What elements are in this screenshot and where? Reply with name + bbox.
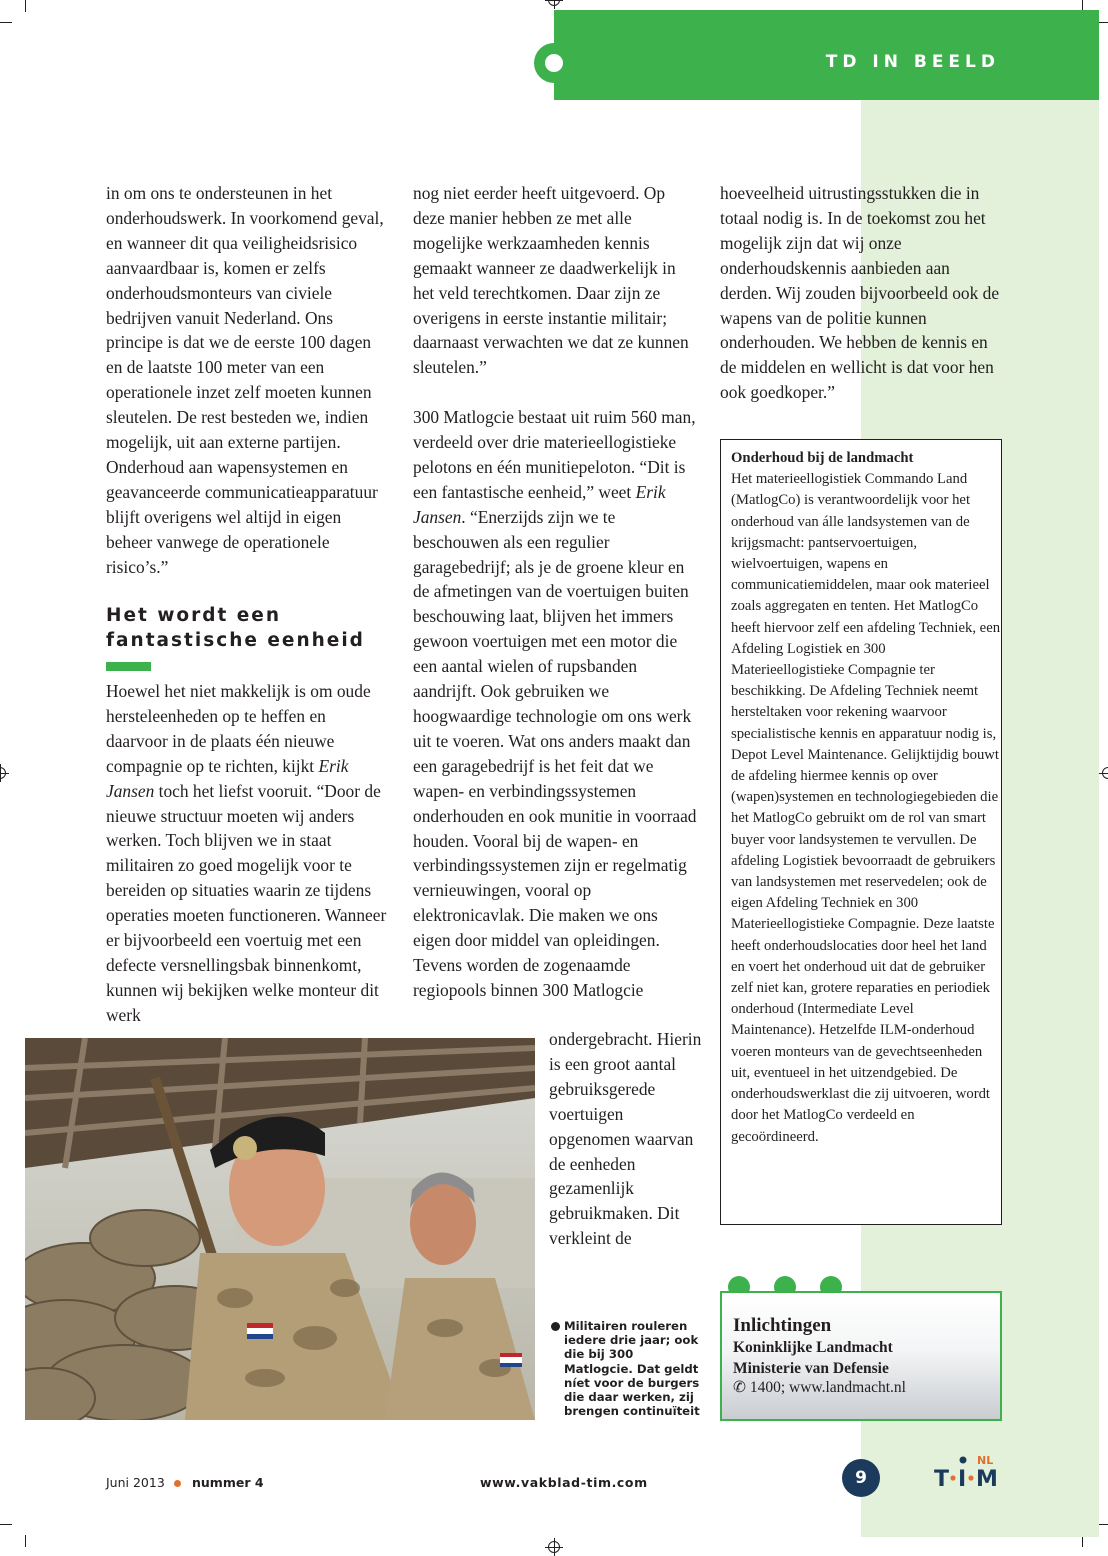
registration-mark: [548, 1541, 560, 1553]
photo-soldiers: [25, 1038, 535, 1420]
contact-box: [720, 1291, 1002, 1421]
footer-url: www.vakblad-tim.com: [480, 1475, 648, 1490]
paragraph: nog niet eerder heeft uitgevoerd. Op deze manier hebben ze met alle mogelijke werkzaamheden kennis gemaakt wanneer ze daadwerkelijk in het veld terechtkomen. Daar zijn ze overigens in eerste instantie militair; daarnaast verwachten we dat ze kunnen sleutelen.”: [413, 183, 689, 378]
caption-bullet-icon: [551, 1322, 560, 1331]
paragraph: hoeveelheid uitrustingsstukken die in totaal nodig is. In de toekomst zou het mogelijk zijn dat wij onze onderhoudskennis aanbieden aan derden. Wij zouden bijvoorbeeld ook de wapens van de politie kunnen onderhouden. We hebben de kennis en de middelen en wellicht is dat voor hen ook goedkoper.”: [720, 183, 1000, 403]
paragraph: in om ons te ondersteunen in het onderhoudswerk. In voorkomend geval, en wanneer dit qua veiligheidsrisico aanvaardbaar is, komen er zelfs onderhoudsmonteurs van civiele bedrijven vanuit Nederland. Ons principe is dat we de eerste 100 dagen en de laatste 100 meter van een operationele inzet zelf moeten kunnen sleutelen. De rest besteden we, indien mogelijk, uit aan externe partijen. Onderhoud aan wapensystemen en geavanceerde communicatieapparatuur blijft overigens wel altijd in eigen beheer vanwege de operationele risico’s.”: [106, 183, 384, 577]
section-label: TD IN BEELD: [825, 52, 1000, 72]
svg-text:T: T: [934, 1467, 950, 1490]
info-box: [720, 439, 1002, 1225]
page-number: 9: [842, 1459, 880, 1497]
header-dot-icon: [545, 54, 563, 72]
info-box-title: Onderhoud bij de landmacht: [731, 450, 914, 466]
tim-logo: [933, 1452, 1005, 1490]
footer-bullet-icon: [174, 1480, 181, 1487]
registration-mark: [548, 0, 560, 6]
svg-text:I: I: [958, 1467, 967, 1490]
subheading: Het wordt een fantastische eenheid: [106, 605, 365, 651]
column-1-continued: [106, 679, 390, 1028]
column-1: [106, 181, 390, 580]
paragraph: 300 Matlogcie bestaat uit ruim 560 man, verdeeld over drie materieellogistieke pelotons en één munitiepeloton. “Dit is een fantastische eenheid,” weet Erik Jansen. “Enerzijds zijn we te beschouwen als een regulier garagebedrijf; als je de groene kleur en de afmetingen van de voertuigen buiten beschouwing laat, blijven het immers gewoon voertuigen met een motor die een aantal wielen of rupsbanden aandrijft. Ook gebruiken we hoogwaardige technologie om ons werk uit te voeren. Wat ons anders maakt dan een garagebedrijf is het feit dat we wapen- en verbindingssystemen onderhouden en ook munitie in voorraad houden. Vooral bij de wapen- en verbindingssystemen zijn er regelmatig vernieuwingen, vooral op elektronicavlak. Die maken we ons eigen door middel van opleidingen. Tevens worden de zogenaamde regiopools binnen 300 Matlogcie: [413, 407, 697, 1000]
footer-issue: nummer 4: [192, 1475, 264, 1490]
svg-text:M: M: [976, 1467, 998, 1490]
paragraph: ondergebracht. Hierin is een groot aantal gebruiksgerede voertuigen opgenomen waarvan de eenheden gezamenlijk gebruikmaken. Dit verkleint de: [549, 1029, 702, 1249]
crop-mark: [0, 1524, 12, 1525]
crop-mark: [0, 22, 12, 23]
footer-date: Juni 2013: [106, 1475, 165, 1490]
paragraph: Hoewel het niet makkelijk is om oude hersteleenheden op te heffen en daarvoor in de plaats één nieuwe compagnie op te richten, kijkt Erik Jansen toch het liefst vooruit. “Door de nieuwe structuur moeten wij anders werken. Toch blijven we in staat militairen zo goed mogelijk voor te bereiden op situaties waarin ze tijdens operaties moeten functioneren. Wanneer er bijvoorbeeld een voertuig met een defecte versnellingsbak binnenkomt, kunnen wij bekijken welke monteur dit werk: [106, 681, 387, 1025]
contact-phone-web: ✆ 1400; www.landmacht.nl: [733, 1379, 906, 1396]
person-name: Erik Jansen: [106, 755, 349, 801]
registration-mark: [1102, 767, 1108, 779]
person-name: Erik Jansen: [413, 481, 666, 527]
subheading-underline: [106, 662, 151, 671]
crop-mark: [25, 1535, 26, 1547]
registration-mark: [0, 767, 6, 779]
crop-mark: [25, 0, 26, 12]
column-2: [413, 181, 698, 1003]
photo-caption: Militairen rouleren iedere drie jaar; ook die bij 300 Matlogcie. Dat geldt níet voor de burgers die daar werken, zij brengen continuïteit: [564, 1319, 700, 1419]
column-3: [720, 181, 1005, 405]
contact-org: Koninklijke Landmacht: [733, 1339, 893, 1356]
photo-illustration: [25, 1038, 535, 1420]
svg-text:NL: NL: [977, 1454, 994, 1467]
contact-org: Ministerie van Defensie: [733, 1360, 889, 1377]
contact-title: Inlichtingen: [733, 1315, 832, 1336]
info-box-text: Het materieellogistiek Commando Land (MatlogCo) is verantwoordelijk voor het onderhoud van álle landsystemen van de krijgsmacht: pantservoertuigen, wielvoertuigen, wapens en communicatiemiddelen, maar ook materieel zoals aggregaten en tenten. Het MatlogCo heeft hiervoor zelf een afdeling Techniek, een Afdeling Logistiek en 300 Materieellogistieke Compagnie ter beschikking. De Afdeling Techniek neemt hersteltaken voor rekening waarvoor specialistische kennis en apparatuur nodig is, Depot Level Maintenance. Gelijktijdig bouwt de afdeling hiermee kennis op over (wapen)systemen en technologiegebieden die het MatlogCo gebruikt om de rol van smart buyer voor landsystemen te vervullen. De afdeling Logistiek bevoorraadt de gebruikers van landsystemen met reservedelen; ook de eigen Afdeling Techniek en 300 Materieellogistieke Compagnie. Deze laatste heeft onderhoudslocaties door heel het land en voert het onderhoud uit dat de gebruiker zelf niet kan, grotere reparaties en periodiek onderhoud (Intermediate Level Maintenance). Hetzelfde ILM-onderhoud voeren monteurs van de gevechtseenheden uit, eventueel in het uitzendgebied. De onderhoudswerklast die zij uitvoeren, wordt door het MatlogCo verdeeld en gecoördineerd.: [731, 471, 1001, 1145]
column-2-continued: [549, 1027, 704, 1251]
